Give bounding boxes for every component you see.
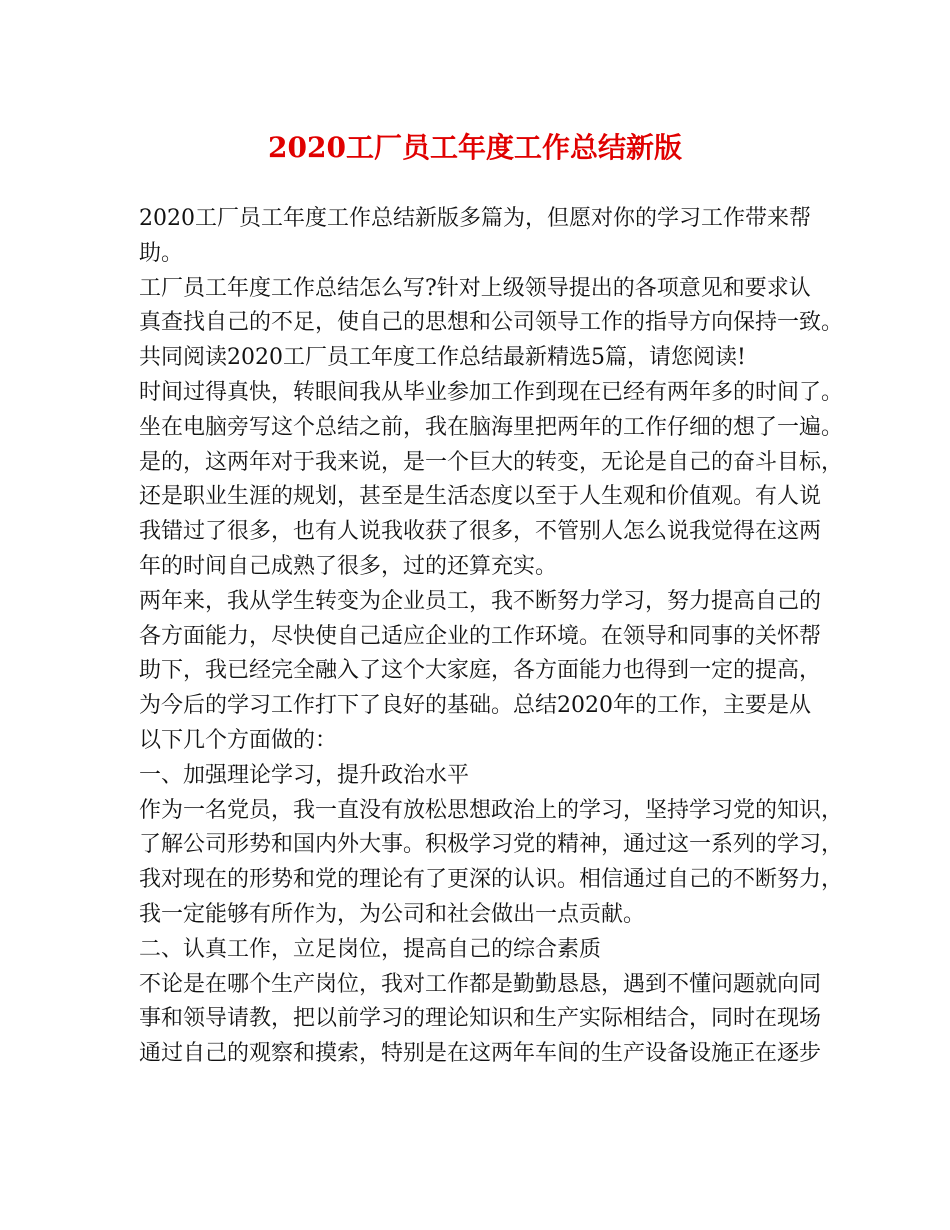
text-line: 通过自己的观察和摸索，特别是在这两年车间的生产设备设施正在逐步 [139,1041,822,1067]
text-line: 我错过了很多，也有人说我收获了很多，不管别人怎么说我觉得在这两 [139,519,822,545]
text-line: 2020工厂员工年度工作总结新版多篇为，但愿对你的学习工作带来帮 [139,206,811,231]
text-line: 坐在电脑旁写这个总结之前，我在脑海里把两年的工作仔细的想了一遍。 [139,414,844,440]
text-line: 真查找自己的不足，使自己的思想和公司领导工作的指导方向保持一致。 [139,310,844,336]
text-line: 两年来，我从学生转变为企业员工，我不断努力学习，努力提高自己的 [139,588,822,614]
text-line: 我一定能够有所作为，为公司和社会做出一点贡献。 [139,901,646,927]
text-line: 各方面能力，尽快使自己适应企业的工作环境。在领导和同事的关怀帮 [139,623,822,649]
text-line: 还是职业生涯的规划，甚至是生活态度以至于人生观和价值观。有人说 [139,484,822,510]
text-line: 我对现在的形势和党的理论有了更深的认识。相信通过自己的不断努力， [139,867,844,893]
text-line: 以下几个方面做的： [139,727,338,753]
section-heading: 一、加强理论学习，提升政治水平 [139,762,470,788]
text-line: 年的时间自己成熟了很多，过的还算充实。 [139,553,558,579]
text-line: 不论是在哪个生产岗位，我对工作都是勤勤恳恳，遇到不懂问题就向同 [139,971,822,997]
text-line: 时间过得真快，转眼间我从毕业参加工作到现在已经有两年多的时间了。 [139,379,844,405]
text-line: 为今后的学习工作打下了良好的基础。总结2020年的工作，主要是从 [139,693,811,719]
text-line: 工厂员工年度工作总结怎么写?针对上级领导提出的各项意见和要求认 [139,275,811,301]
text-line: 共同阅读2020工厂员工年度工作总结最新精选5篇，请您阅读! [139,345,746,371]
text-line: 助下，我已经完全融入了这个大家庭，各方面能力也得到一定的提高， [139,658,822,684]
document-title: 2020工厂员工年度工作总结新版 [268,131,682,164]
text-line: 了解公司形势和国内外大事。积极学习党的精神，通过这一系列的学习， [139,832,844,858]
text-line: 事和领导请教，把以前学习的理论知识和生产实际相结合，同时在现场 [139,1006,822,1032]
text-line: 作为一名党员，我一直没有放松思想政治上的学习，坚持学习党的知识， [139,797,844,823]
section-heading: 二、认真工作，立足岗位，提高自己的综合素质 [139,936,602,962]
text-line: 助。 [139,240,184,266]
text-line: 是的，这两年对于我来说，是一个巨大的转变，无论是自己的奋斗目标， [139,449,844,475]
document-body [139,202,844,1072]
